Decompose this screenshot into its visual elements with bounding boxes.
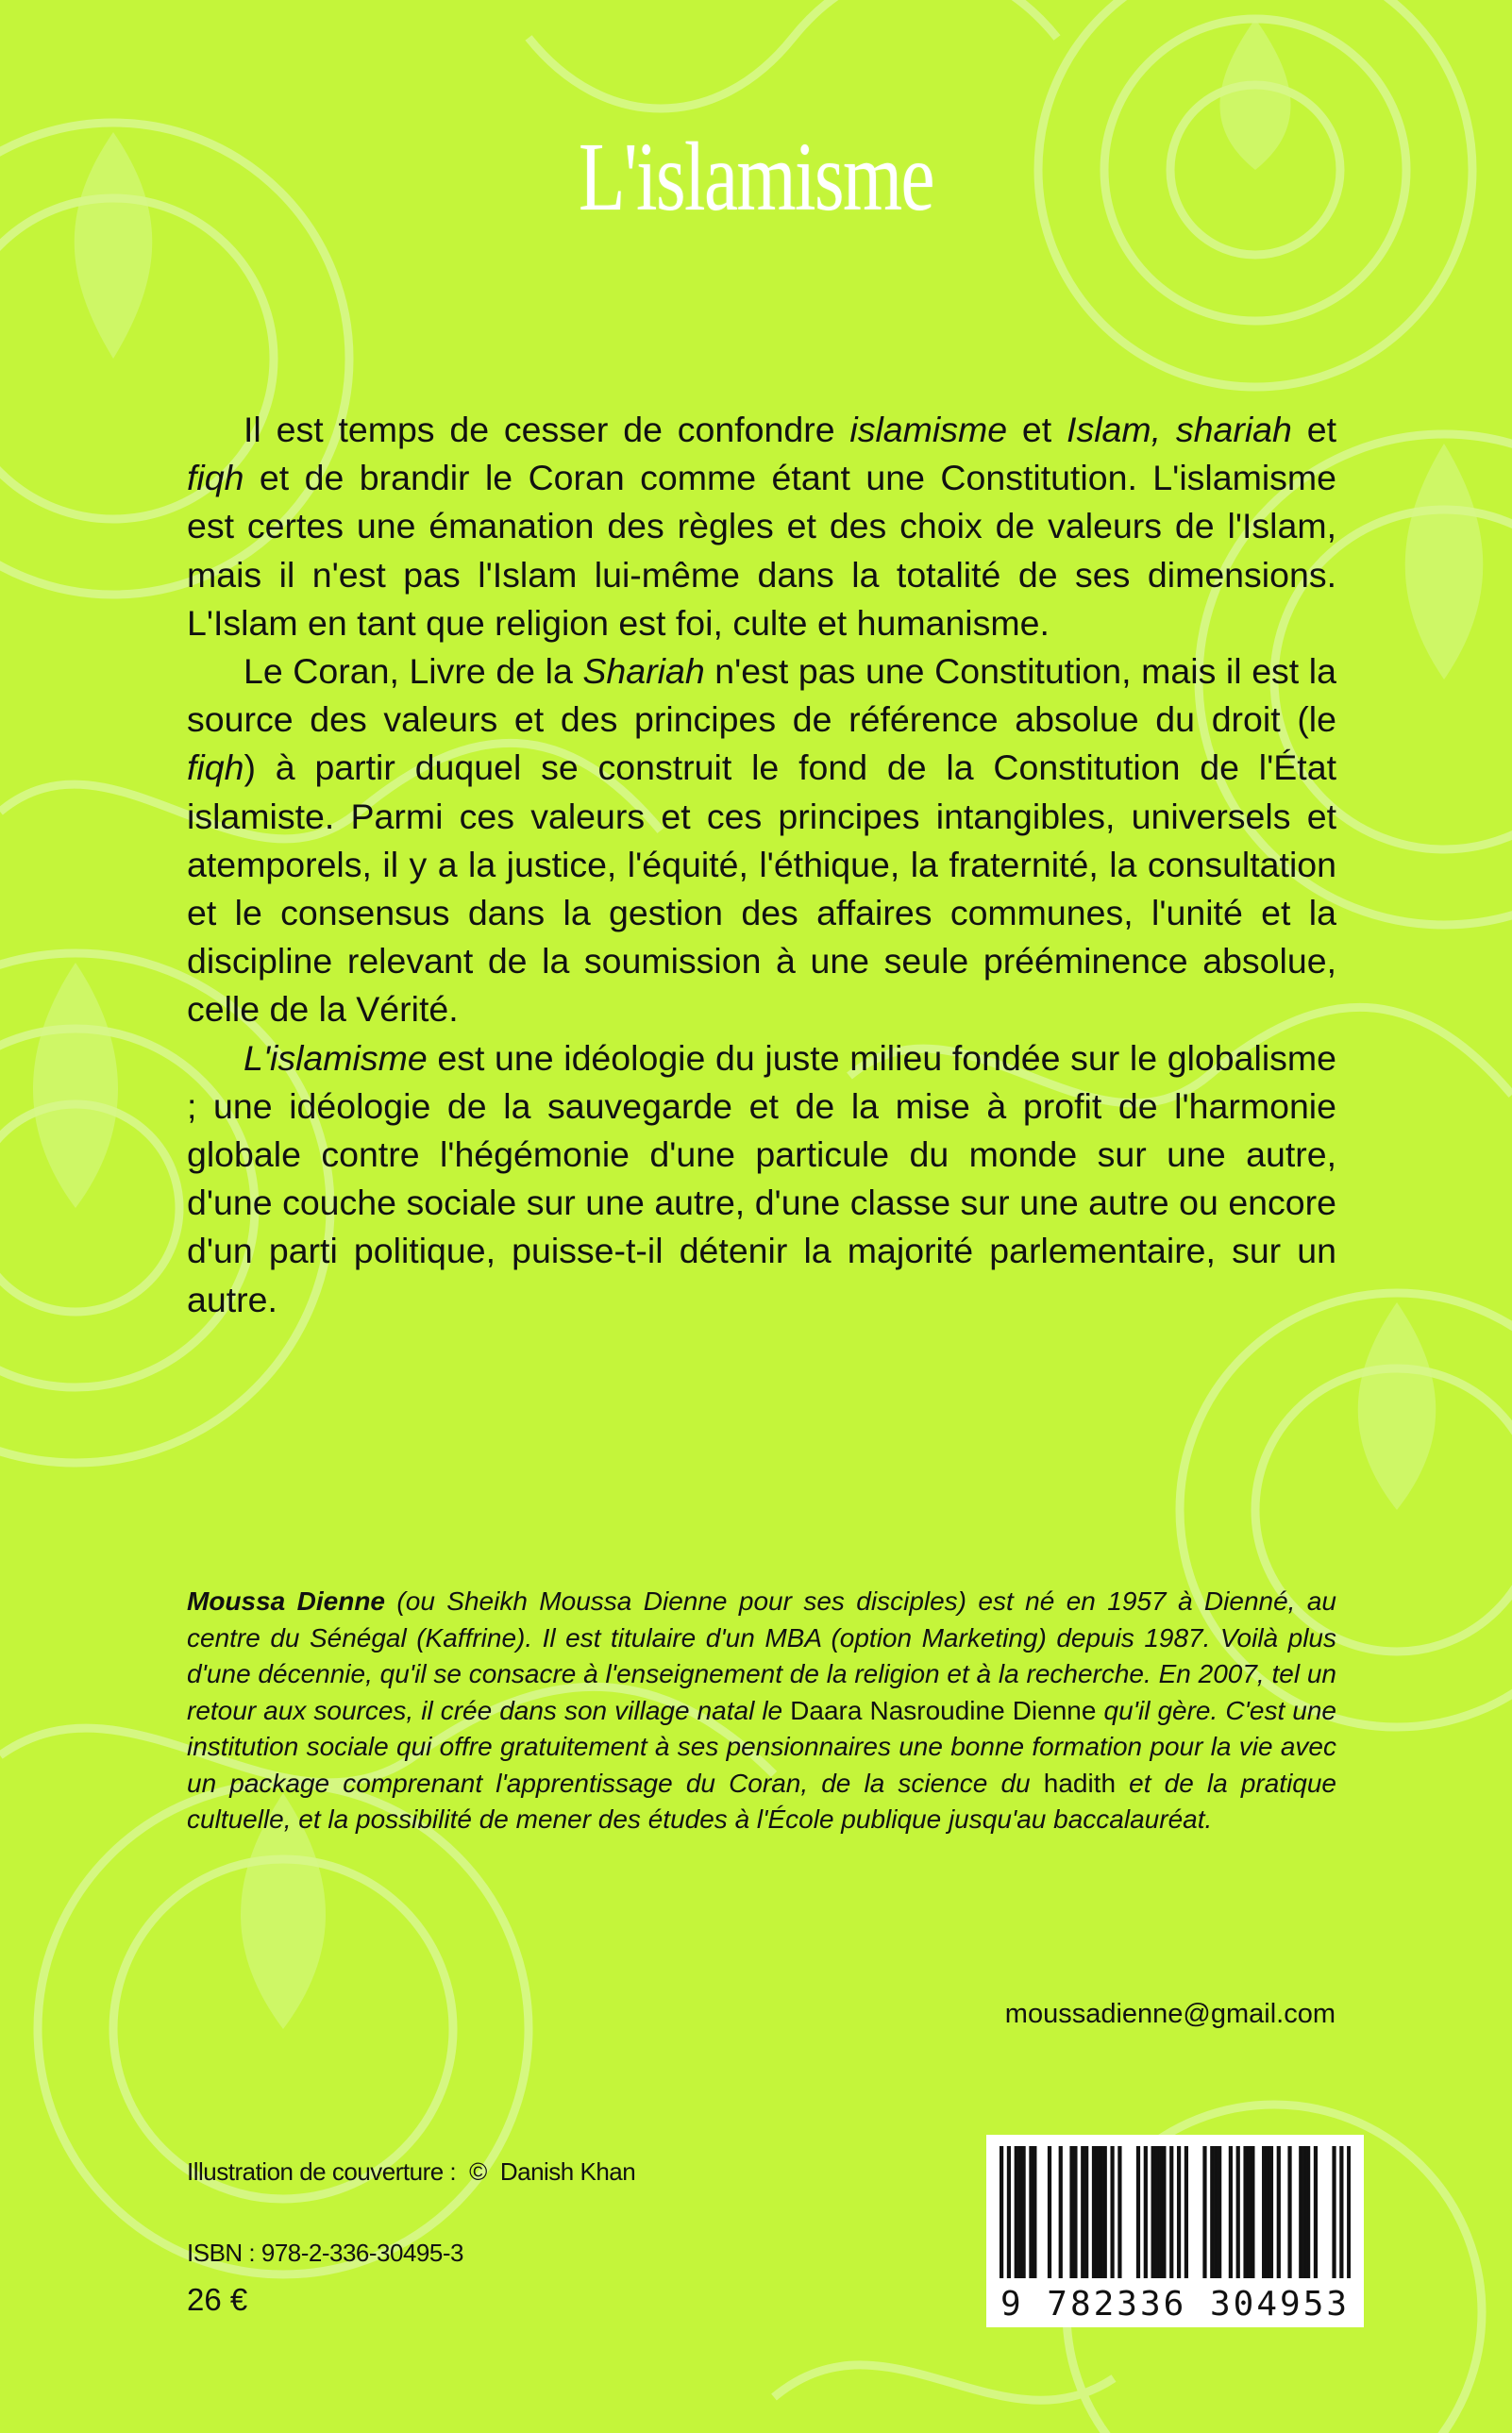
text-run: fiqh (187, 747, 244, 788)
barcode-bar (1339, 2146, 1343, 2278)
barcode-bar (1021, 2146, 1025, 2278)
book-title: L'islamisme (579, 123, 933, 231)
barcode-bar (1154, 2146, 1158, 2278)
barcode-bar (1332, 2146, 1336, 2278)
isbn-barcode (986, 2135, 1364, 2327)
barcode-bar (1269, 2146, 1273, 2278)
barcode-bar (1096, 2146, 1100, 2278)
text-run: Shariah (582, 651, 705, 692)
isbn: ISBN : 978-2-336-30495-3 (187, 2239, 463, 2267)
barcode-bar (1158, 2146, 1162, 2278)
barcode-bar (1084, 2146, 1088, 2278)
barcode-digits: 9 782336 304953 (1000, 2285, 1351, 2324)
barcode-bar (1314, 2146, 1318, 2278)
barcode-bar (1000, 2146, 1003, 2278)
author-email: moussadienne@gmail.com (1004, 1999, 1336, 2029)
text-run: Islam, shariah (1067, 410, 1292, 449)
text-run: fiqh (187, 458, 244, 498)
text-run: ) à partir duquel se construit le fond de la Constitution de l'État islamiste. Parmi ces valeurs et ces principes intangibles, universels et atemporels, il y a la justice, l'équité, l'éthique, la fraternité, la consultation et le consensus dans la gestion des affaires communes, l'unité et la discipline relevant de la soumission à une seule prééminence absolue, celle de la Vérité. (187, 747, 1336, 1030)
barcode-bar (1144, 2146, 1148, 2278)
cover-illustration-credit (187, 2157, 635, 2187)
barcode-bar (1202, 2146, 1206, 2278)
barcode-bar (1018, 2146, 1022, 2278)
barcode-bar (1162, 2146, 1166, 2278)
barcode-bar (1048, 2146, 1051, 2278)
text-run: qu'il gère. C'est une institution sociale qui offre gratuitement à ses pensionnaires une bonne formation pour la vie avec un package comprenant l'apprentissage du Coran, de la science du (187, 1695, 1336, 1798)
barcode-bar (1251, 2146, 1254, 2278)
barcode-bar (1069, 2146, 1073, 2278)
blurb-paragraph-2 (187, 647, 1336, 1034)
barcode-bar (1247, 2146, 1251, 2278)
barcode-bar (1073, 2146, 1077, 2278)
barcode-bar (1103, 2146, 1107, 2278)
barcode-bar (1169, 2146, 1173, 2278)
text-run: et de la pratique cultuelle, et la possibilité de mener des études à l'École publique jusqu'au baccalauréat. (187, 1768, 1337, 1834)
barcode-bar (1117, 2146, 1121, 2278)
text-run: n'est pas une Constitution, mais il est la source des valeurs et des principes de référence absolue du droit (le (187, 651, 1336, 740)
barcode-bar (1210, 2146, 1214, 2278)
barcode-bar (1100, 2146, 1103, 2278)
text-run: Daara Nasroudine Dienne (790, 1695, 1097, 1725)
barcode-bar (1243, 2146, 1247, 2278)
text-run: est une idéologie du juste milieu fondée sur le globalisme ; une idéologie de la sauvegarde et de la mise à profit de l'harmonie globale contre l'hégémonie d'une particule du monde sur une autre, d'une couche sociale sur une autre, d'une classe sur une autre ou encore d'un parti politique, puisse-t-il détenir la majorité parlementaire, sur un autre. (187, 1037, 1336, 1319)
text-run: et (1007, 410, 1067, 449)
barcode-bar (1092, 2146, 1096, 2278)
barcode-bar (1033, 2146, 1036, 2278)
barcode-bar (1347, 2146, 1351, 2278)
text-run: hadith (1043, 1768, 1117, 1798)
blurb-paragraph-3 (187, 1034, 1336, 1324)
barcode-bar (1136, 2146, 1140, 2278)
text-run: Le Coran, Livre de la (244, 651, 583, 692)
credit-label: Illustration de couverture : (187, 2157, 457, 2186)
price: 26 € (187, 2282, 248, 2317)
barcode-bar (1184, 2146, 1188, 2278)
text-run: (ou Sheikh Moussa Dienne pour ses disciples) est né en 1957 à Dienné, au centre du Sénégal (Kaffrine). Il est titulaire d'un MBA (option Marketing) depuis 1987. Voilà plus d'une décennie, qu'il se consacre à l'enseignement de la religion et à la recherche. En 2007, tel un retour aux sources, il crée dans son village natal le (187, 1586, 1336, 1725)
barcode-bar (1277, 2146, 1281, 2278)
barcode-bar (1287, 2146, 1291, 2278)
text-run: et (1291, 410, 1336, 449)
text-run: islamisme (849, 410, 1008, 449)
text-run: Il est temps de cesser de confondre (244, 410, 850, 449)
barcode-bar (1110, 2146, 1114, 2278)
barcode-bars (1000, 2146, 1351, 2278)
barcode-bar (1262, 2146, 1266, 2278)
copyright-symbol: © (469, 2157, 487, 2186)
barcode-bar (1081, 2146, 1084, 2278)
barcode-bar (1218, 2146, 1221, 2278)
author-biography (187, 1584, 1336, 1838)
barcode-bar (1029, 2146, 1033, 2278)
barcode-bar (1214, 2146, 1218, 2278)
text-run: L'islamisme (244, 1037, 428, 1078)
barcode-bar (1302, 2146, 1306, 2278)
barcode-bar (1306, 2146, 1310, 2278)
illustrator-name: Danish Khan (499, 2157, 636, 2186)
barcode-bar (1015, 2146, 1018, 2278)
blurb-paragraph-1 (187, 406, 1336, 647)
barcode-bar (1007, 2146, 1011, 2278)
text-run: Moussa Dienne (187, 1586, 386, 1616)
barcode-bar (1266, 2146, 1269, 2278)
barcode-bar (1177, 2146, 1181, 2278)
text-run: et de brandir le Coran comme étant une Constitution. L'islamisme est certes une émanation des règles et des choix de valeurs de l'Islam, mais il n'est pas l'Islam lui-même dans la totalité de ses dimensions. L'Islam en tant que religion est foi, culte et humanisme. (187, 458, 1336, 643)
barcode-bar (1236, 2146, 1240, 2278)
barcode-bar (1059, 2146, 1063, 2278)
barcode-bar (1299, 2146, 1302, 2278)
barcode-bar (1229, 2146, 1233, 2278)
back-cover-blurb (187, 406, 1336, 1324)
barcode-bar (1151, 2146, 1155, 2278)
